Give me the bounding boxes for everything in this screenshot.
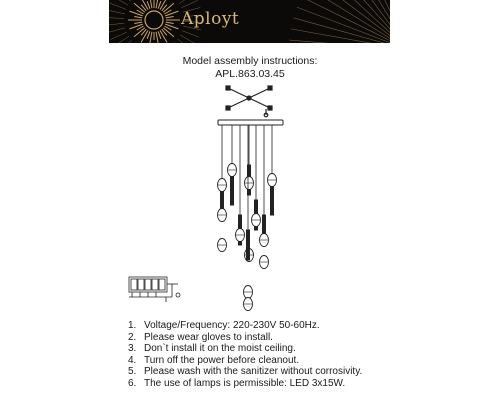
background-ray [293,18,389,43]
instruction-text: Please wash with the sanitizer without corrosivity. [144,366,363,377]
sun-ray [134,17,142,18]
instruction-number: 5. [128,366,137,377]
sun-ray [110,32,126,39]
instruction-item [128,332,362,344]
pendant-group [218,125,277,311]
sun-ray [117,0,131,1]
instruction-item [128,366,362,378]
instruction-item [128,378,362,390]
background-ray [329,0,390,35]
sun-ray [156,0,158,8]
sun-ray [141,30,148,42]
background-ray [321,0,390,36]
brand-banner [109,0,390,43]
sun-ray [109,23,124,25]
sun-ray [181,0,197,7]
background-ray [313,0,390,38]
sun-ray [158,31,161,39]
sun-ray [166,17,174,18]
sun-ray [160,30,167,42]
instruction-number: 3. [128,343,137,354]
instruction-item [128,355,362,367]
sun-ray [109,10,125,14]
sun-ray [109,28,125,33]
chandelier-diagram [0,80,500,315]
sun-ray [166,22,174,23]
sun-ray [109,18,124,19]
sun-ray [180,35,196,43]
sun-ray [156,32,158,43]
instruction-text: Turn off the power before cleanout. [144,354,300,366]
background-ray [357,0,390,32]
sun-ray [149,32,151,43]
instruction-text: Don`t install it on the moist ceiling. [144,343,296,354]
title-line-1: Model assembly instructions: [182,55,318,67]
sun-ray [109,3,126,9]
sun-ray [134,22,142,23]
sun-ray [114,36,129,43]
instruction-item [128,343,362,355]
instruction-number: 1. [128,320,137,331]
sun-ray [158,1,161,9]
pendant-rod [271,185,274,215]
sun-ray [182,31,199,37]
document-title [0,55,500,81]
instruction-text: Please wear gloves to install. [144,331,273,343]
background-ray [337,0,390,34]
instruction-text: The use of lamps is permissible: LED 3x15W. [144,377,346,389]
sun-ray [174,42,186,43]
pendant-rod [231,175,234,205]
instruction-text: Voltage/Frequency: 220-230V 50-60Hz. [144,320,320,331]
sun-ray [147,31,150,39]
canopy [218,120,283,125]
instruction-number: 2. [128,331,137,343]
sunburst-logo-icon [109,0,390,43]
instruction-number: 6. [128,377,137,389]
wiring-diagram [129,277,180,302]
brand-name: Aployt [181,9,240,29]
instruction-item [128,320,362,332]
model-number: APL.863.03.45 [215,68,285,80]
instruction-number: 4. [128,354,137,366]
mounting-bracket [226,86,272,117]
background-ray [389,0,390,30]
pendant-rod [247,230,250,260]
sun-ray [177,39,191,43]
instruction-list [128,320,362,389]
sun-ray [112,0,128,5]
sun-ray [147,1,150,9]
sun-ray [149,0,151,8]
sun-ray [118,40,131,43]
